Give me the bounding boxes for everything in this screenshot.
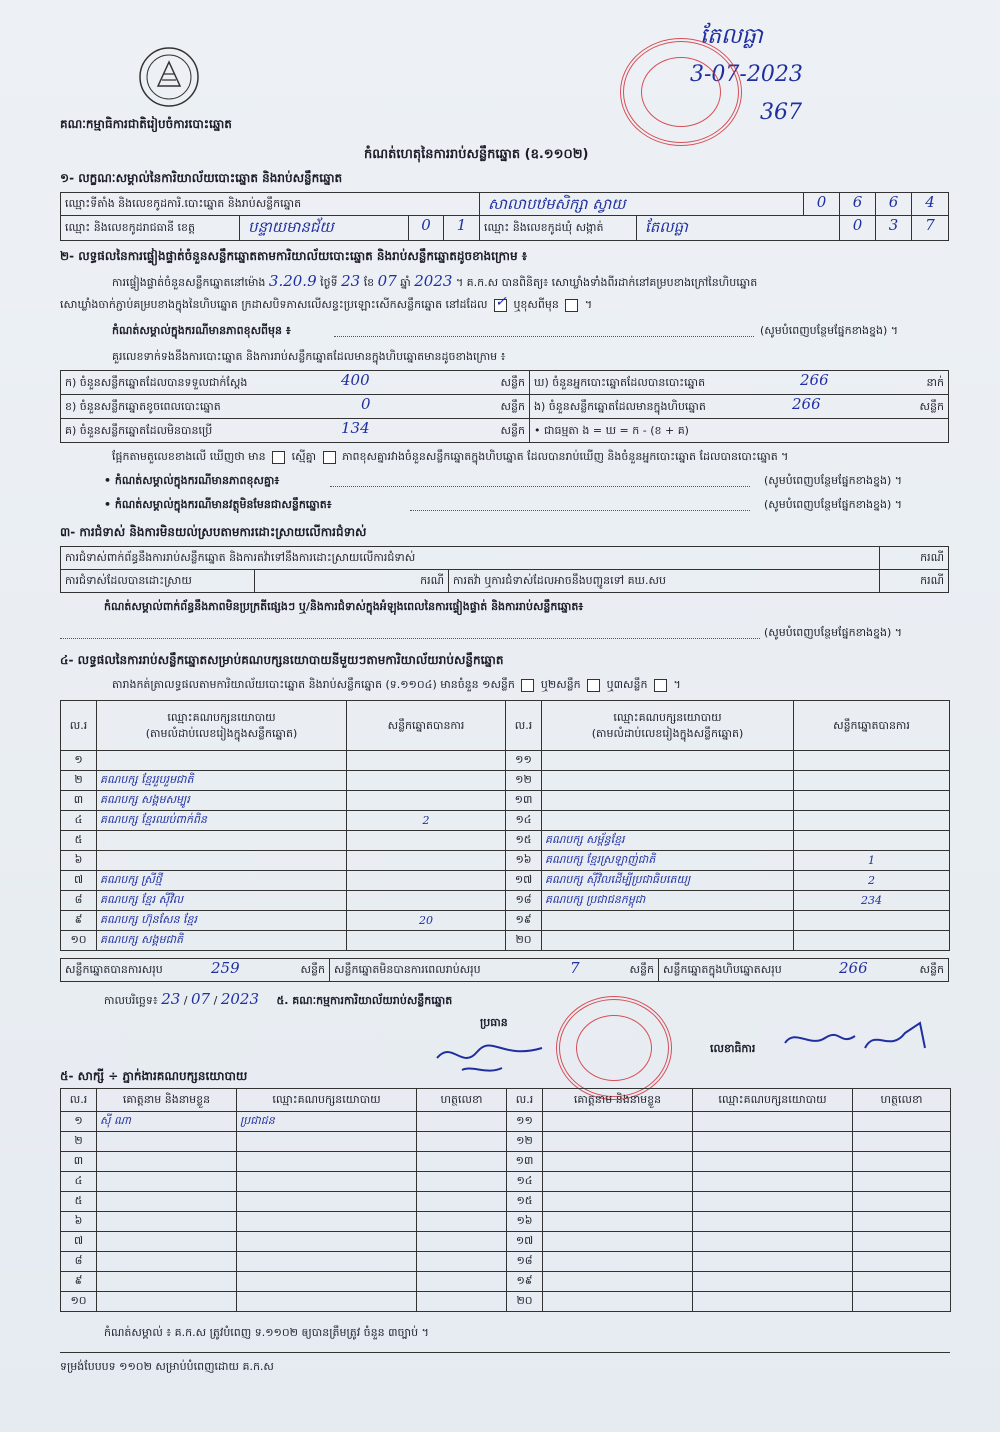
- votes-cell[interactable]: [347, 931, 506, 951]
- witness-party-cell[interactable]: [693, 1212, 853, 1232]
- total-in-box-cell: សន្លឹកឆ្នោតក្នុងហិបឆ្នោតសរុប 266 សន្លឹក: [658, 958, 949, 982]
- witness-sign-cell[interactable]: [853, 1252, 951, 1272]
- witness-name-cell[interactable]: [97, 1152, 237, 1172]
- party-name-cell[interactable]: គណបក្ស ស៊ីវិលដើម្បីប្រជាធិបតេយ្យ: [542, 871, 794, 891]
- section1-row2-label: ឈ្មោះ និងលេខកូដរាជធានី ខេត្ត: [60, 215, 240, 241]
- verification-day: 23: [341, 272, 361, 290]
- verification-line1: ការផ្ទៀងផ្ទាត់ចំនួនសន្លឹកឆ្នោតនៅម៉ោង 3.20.9 ថ្ងៃទី 23 ខែ 07 ឆ្នាំ 2023 ។ គ.ក.ស បានពិនិត្យ៖ សោឃ្លាំងទាំងពីរដាក់នៅគម្របខាងក្រៅនៃហិបឆ្នោត: [112, 272, 758, 290]
- witness-sign-cell[interactable]: [417, 1272, 507, 1292]
- row-ballots-in-box: ង) ចំនួនសន្លឹកឆ្នោតដែលមានក្នុងហិបឆ្នោត 266 សន្លឹក: [529, 394, 949, 419]
- table-row: [61, 1112, 951, 1132]
- commune-code-2: 3: [875, 215, 912, 241]
- party-name-cell[interactable]: [542, 811, 794, 831]
- party-name-cell[interactable]: គណបក្ស ខ្មែរ ស៊ីវិល: [97, 891, 347, 911]
- commune-code-1: 0: [839, 215, 876, 241]
- row-number: ១៥: [506, 831, 542, 851]
- row-number: ៨: [61, 1252, 97, 1272]
- spoiled-ballots-value: 0: [361, 395, 371, 413]
- witness-sign-cell[interactable]: [417, 1232, 507, 1252]
- three-sheets-checkbox[interactable]: [654, 679, 667, 692]
- row-number: ៤: [61, 811, 97, 831]
- party-name-cell[interactable]: [542, 931, 794, 951]
- form-note: ទម្រង់បែបបទ ១១០២ សម្រាប់បំពេញដោយ គ.ក.ស: [60, 1360, 274, 1373]
- party-name-cell[interactable]: គណបក្ស សង្គមជាតិ: [97, 931, 347, 951]
- row-number: ២០: [506, 931, 542, 951]
- secretary-label: លេខាធិការ: [710, 1042, 756, 1055]
- row-received-ballots: ក) ចំនួនសន្លឹកឆ្នោតដែលបានទទួលជាក់ស្ដែង 400 សន្លឹក: [60, 370, 530, 395]
- witness-sign-cell[interactable]: [853, 1272, 951, 1292]
- formula: • ជាធម្មតា ង = ឃ = ក - (ខ + គ): [529, 418, 949, 443]
- row-number: ២០: [507, 1292, 543, 1312]
- unused-ballots-value: 134: [341, 419, 370, 437]
- row-number: ១៣: [506, 791, 542, 811]
- row-number: ៨: [61, 891, 97, 911]
- table-row: [61, 931, 506, 951]
- section2-heading: ២- លទ្ធផលនៃការផ្ទៀងផ្ទាត់ចំនួនសន្លឹកឆ្នោតតាមការិយាល័យបោះឆ្នោត និងរាប់សន្លឹកឆ្នោតដូចខាងក្រោម ៖: [60, 249, 528, 263]
- row-number: ២: [61, 771, 97, 791]
- same-checkbox[interactable]: ✓: [494, 293, 507, 310]
- votes-cell[interactable]: [794, 931, 950, 951]
- official-stamp-bottom: [556, 996, 672, 1100]
- witness-party-cell[interactable]: [693, 1272, 853, 1292]
- col-party: ឈ្មោះគណបក្សនយោបាយ (តាមលំដាប់លេខរៀងក្នុងសន្លឹកឆ្នោត): [542, 701, 794, 751]
- section1-heading: ១- លក្ខណៈសម្គាល់នៃការិយាល័យបោះឆ្នោត និងរាប់សន្លឹកឆ្នោត: [60, 171, 343, 185]
- table-row: [61, 1212, 951, 1232]
- verification-line2: សោឃ្លាំងចាក់ភ្ជាប់គម្របខាងក្នុងនៃហិបឆ្នោត ក្រដាសបិទភាសលើសន្ទះប្រឡោះសើកសន្លឹកឆ្នោត នៅដដែល ✓ ឬខុសពីមុន ។: [60, 293, 593, 311]
- table-row: [61, 751, 506, 771]
- row-number: ១៦: [506, 851, 542, 871]
- has-difference-checkbox[interactable]: [272, 451, 285, 464]
- row-number: ៦: [61, 851, 97, 871]
- row-number: ២: [61, 1132, 97, 1152]
- station-code-3: 6: [875, 192, 912, 216]
- one-sheet-checkbox[interactable]: [521, 679, 534, 692]
- row-number: ៤: [61, 1172, 97, 1192]
- table-row: [506, 791, 950, 811]
- table-row: [61, 851, 506, 871]
- witness-party-cell[interactable]: [237, 1272, 417, 1292]
- witness-sign-cell[interactable]: [853, 1172, 951, 1192]
- table-row: [61, 1132, 951, 1152]
- votes-cell[interactable]: [794, 911, 950, 931]
- row-number: ១០: [61, 931, 97, 951]
- witness-name-cell[interactable]: [97, 1252, 237, 1272]
- witness-name-cell[interactable]: [543, 1132, 693, 1152]
- row-number: ៣: [61, 1152, 97, 1172]
- bullet-non-ballot: • កំណត់សម្គាល់ក្នុងករណីមានវត្ថុមិនមែនជាសន្លឹកឆ្នោត៖: [104, 498, 332, 511]
- bullet-difference-hint: (សូមបំពេញបន្ថែមផ្នែកខាងខ្នង) ។: [764, 474, 903, 487]
- party-name-cell[interactable]: គណបក្ស សង្គមសម្បូរ: [97, 791, 347, 811]
- two-sheets-checkbox[interactable]: [587, 679, 600, 692]
- difference-note-hint: (សូមបំពេញបន្ថែមផ្នែកខាងខ្នង) ។: [760, 324, 899, 337]
- committee-name: គណៈកម្មាធិការជាតិរៀបចំការបោះឆ្នោត: [60, 117, 232, 131]
- table-row: [506, 851, 950, 871]
- row-number: ១៦: [507, 1212, 543, 1232]
- total-in-box-value: 266: [839, 959, 868, 977]
- row-unused-ballots: គ) ចំនួនសន្លឹកឆ្នោតដែលមិនបានប្រើ 134 សន្លឹក: [60, 418, 530, 443]
- witness-party-cell[interactable]: [693, 1172, 853, 1192]
- row-number: ១៧: [506, 871, 542, 891]
- witness-name-cell[interactable]: [543, 1252, 693, 1272]
- sign-day: 23: [161, 990, 181, 1008]
- row-number: ១៤: [506, 811, 542, 831]
- row-number: ៧: [61, 1232, 97, 1252]
- witness-party-cell[interactable]: [237, 1192, 417, 1212]
- signing-committee: ៥. គណៈកម្មការការិយាល័យរាប់សន្លឹកឆ្នោត: [276, 994, 453, 1007]
- witness-col-sign: ហត្ថលេខា: [417, 1089, 507, 1112]
- party-name-cell[interactable]: គណបក្ស ខ្មែររួបរួមជាតិ: [97, 771, 347, 791]
- row-number: ១៥: [507, 1192, 543, 1212]
- ballots-in-box-value: 266: [792, 395, 821, 413]
- sign-month: 07: [191, 990, 211, 1008]
- witness-col-party: ឈ្មោះគណបក្សនយោបាយ: [693, 1089, 853, 1112]
- bullet-difference-line[interactable]: [330, 486, 750, 487]
- table-row: [61, 791, 506, 811]
- chair-label: ប្រធាន: [480, 1016, 508, 1029]
- irregularity-note-line[interactable]: [60, 638, 760, 639]
- witness-col-no: ល.រ: [61, 1089, 97, 1112]
- secretary-signature-icon: [780, 1018, 940, 1058]
- col-party: ឈ្មោះគណបក្សនយោបាយ (តាមលំដាប់លេខរៀងក្នុងសន្លឹកឆ្នោត): [97, 701, 347, 751]
- witness-name-cell[interactable]: [543, 1112, 693, 1132]
- votes-cell[interactable]: [794, 831, 950, 851]
- party-name-cell[interactable]: គណបក្ស សម្ព័ន្ធខ្មែរ: [542, 831, 794, 851]
- total-valid-value: 259: [211, 959, 240, 977]
- witness-party-cell[interactable]: ប្រជាជន: [237, 1112, 417, 1132]
- party-name-cell[interactable]: គណបក្ស ហ៊ុនសែន ខ្មែរ: [97, 911, 347, 931]
- party-name-cell[interactable]: [97, 851, 347, 871]
- votes-cell[interactable]: [347, 871, 506, 891]
- bullet-non-ballot-hint: (សូមបំពេញបន្ថែមផ្នែកខាងខ្នង) ។: [764, 498, 903, 511]
- sign-year: 2023: [220, 990, 259, 1008]
- row-spoiled-ballots: ខ) ចំនួនសន្លឹកឆ្នោតខូចពេលបោះឆ្នោត 0 សន្លឹក: [60, 394, 530, 419]
- votes-cell[interactable]: [347, 851, 506, 871]
- irregularity-note-hint: (សូមបំពេញបន្ថែមផ្នែកខាងខ្នង) ។: [764, 626, 903, 639]
- witness-party-cell[interactable]: [237, 1212, 417, 1232]
- votes-cell[interactable]: [347, 771, 506, 791]
- witness-party-cell[interactable]: [237, 1172, 417, 1192]
- table-row: [61, 891, 506, 911]
- witness-name-cell[interactable]: [543, 1152, 693, 1172]
- witness-sign-cell[interactable]: [417, 1132, 507, 1152]
- col-no: ល.រ: [506, 701, 542, 751]
- row-number: ១២: [506, 771, 542, 791]
- party-name-cell[interactable]: គណបក្ស ខ្មែរឈប់ពាក់ពិន: [97, 811, 347, 831]
- witness-name-cell[interactable]: [543, 1212, 693, 1232]
- polling-station-name: សាលាបឋមសិក្សា ស្វាយ: [479, 192, 804, 216]
- row-number: ១: [61, 751, 97, 771]
- province-name: បន្ទាយមានជ័យ: [239, 215, 409, 241]
- party-name-cell[interactable]: [542, 911, 794, 931]
- witness-name-cell[interactable]: [97, 1172, 237, 1192]
- row-number: ១៧: [507, 1232, 543, 1252]
- voters-count-value: 266: [800, 371, 829, 389]
- verification-time: 3.20.9: [268, 272, 317, 290]
- table-row: [61, 1232, 951, 1252]
- votes-cell[interactable]: [347, 831, 506, 851]
- party-name-cell[interactable]: [542, 751, 794, 771]
- witness-sign-cell[interactable]: [853, 1232, 951, 1252]
- witness-col-no: ល.រ: [507, 1089, 543, 1112]
- handwritten-commune: តែលធ្លា: [700, 24, 763, 49]
- province-code-1: 0: [408, 215, 444, 241]
- objection-forwarded-label: ការតវ៉ា ឬការជំទាស់ដែលអាចនឹងបញ្ជូនទៅ គឃ.សប: [448, 569, 880, 593]
- row-number: ១៩: [506, 911, 542, 931]
- table-row: [506, 931, 950, 951]
- votes-cell[interactable]: [347, 891, 506, 911]
- party-results-right-table: [505, 700, 950, 951]
- irregularity-note: កំណត់សម្គាល់ពាក់ព័ន្ធនឹងភាពមិនប្រក្រតីផ្សេងៗ ឬ/និងការជំទាស់ក្នុងអំឡុងពេលនៃការផ្ទៀងផ្ទាត់ និងការរាប់សន្លឹកឆ្នោត៖: [104, 600, 584, 613]
- handwritten-date: 3-07-2023: [690, 62, 803, 87]
- witness-party-cell[interactable]: [237, 1232, 417, 1252]
- row-number: ១៣: [507, 1152, 543, 1172]
- section5-heading: ៥- សាក្សី ÷ ភ្នាក់ងារគណបក្សនយោបាយ: [60, 1069, 248, 1083]
- party-name-cell[interactable]: [542, 791, 794, 811]
- table-row: [61, 1172, 951, 1192]
- verification-year: 2023: [414, 272, 453, 290]
- witness-sign-cell[interactable]: [417, 1192, 507, 1212]
- witness-sign-cell[interactable]: [853, 1132, 951, 1152]
- party-name-cell[interactable]: គណបក្ស ខ្មែរស្រឡាញ់ជាតិ: [542, 851, 794, 871]
- votes-cell[interactable]: 234: [794, 891, 950, 911]
- compare-line: ផ្អែកតាមតួលេខខាងលើ ឃើញថា មាន ស្មើគ្នា ភាពខុសគ្នារវាងចំនួនសន្លឹកឆ្នោតក្នុងហិបឆ្នោត ដែលបានរាប់ឃើញ និងចំនួនអ្នកបោះឆ្នោត ដែលបានបោះឆ្នោត ។: [112, 450, 789, 463]
- row-number: ១៨: [507, 1252, 543, 1272]
- votes-cell[interactable]: 1: [794, 851, 950, 871]
- objection-row1: ការជំទាស់ពាក់ព័ន្ធនឹងការរាប់សន្លឹកឆ្នោត និងការតវ៉ាទៅនឹងការដោះស្រាយលើការជំទាស់: [60, 546, 880, 570]
- witness-sign-cell[interactable]: [853, 1152, 951, 1172]
- table-row: [506, 811, 950, 831]
- row-number: ១១: [506, 751, 542, 771]
- witness-sign-cell[interactable]: [853, 1192, 951, 1212]
- different-checkbox[interactable]: [565, 299, 578, 312]
- witness-party-cell[interactable]: [693, 1292, 853, 1312]
- table-row: [61, 1272, 951, 1292]
- party-name-cell[interactable]: [542, 771, 794, 791]
- bullet-difference: • កំណត់សម្គាល់ក្នុងករណីមានភាពខុសគ្នា៖: [104, 474, 280, 487]
- row-number: ១៩: [507, 1272, 543, 1292]
- objection-resolved-case: ករណី: [254, 569, 449, 593]
- witness-party-cell[interactable]: [237, 1152, 417, 1172]
- witness-sign-cell[interactable]: [417, 1112, 507, 1132]
- witness-table: [60, 1088, 951, 1312]
- witness-party-cell[interactable]: [693, 1192, 853, 1212]
- table-row: [506, 871, 950, 891]
- table-row: [61, 831, 506, 851]
- row-number: ១៤: [507, 1172, 543, 1192]
- witness-col-name: គោត្តនាម និងនាមខ្លួន: [543, 1089, 693, 1112]
- row-number: ៥: [61, 1192, 97, 1212]
- table-row: [61, 871, 506, 891]
- province-code-2: 1: [443, 215, 480, 241]
- witness-party-cell[interactable]: [693, 1132, 853, 1152]
- witness-party-cell[interactable]: [237, 1132, 417, 1152]
- bullet-non-ballot-line[interactable]: [410, 510, 750, 511]
- station-code-1: 0: [803, 192, 840, 216]
- row-number: ១០: [61, 1292, 97, 1312]
- votes-cell[interactable]: [347, 791, 506, 811]
- witness-party-cell[interactable]: [693, 1112, 853, 1132]
- table-row: [61, 911, 506, 931]
- votes-cell[interactable]: 2: [347, 811, 506, 831]
- witness-col-party: ឈ្មោះគណបក្សនយោបាយ: [237, 1089, 417, 1112]
- objection-row1-case: ករណី: [879, 546, 949, 570]
- witness-party-cell[interactable]: [693, 1232, 853, 1252]
- row-number: ៩: [61, 1272, 97, 1292]
- witness-name-cell[interactable]: [97, 1192, 237, 1212]
- section4-heading: ៤- លទ្ធផលនៃការរាប់សន្លឹកឆ្នោតសម្រាប់គណបក្សនយោបាយនីមួយៗតាមការិយាល័យរាប់សន្លឹកឆ្នោត: [60, 653, 504, 667]
- row-number: ៩: [61, 911, 97, 931]
- witness-name-cell[interactable]: [543, 1192, 693, 1212]
- row-number: ៥: [61, 831, 97, 851]
- witness-party-cell[interactable]: [693, 1152, 853, 1172]
- witness-name-cell[interactable]: [543, 1172, 693, 1192]
- total-valid-cell: សន្លឹកឆ្នោតបានការសរុប 259 សន្លឹក: [60, 958, 330, 982]
- page-title: កំណត់ហេតុនៃការរាប់សន្លឹកឆ្នោត (ឧ.១១០២): [364, 147, 589, 162]
- table-row: [506, 751, 950, 771]
- table-row: [506, 911, 950, 931]
- witness-sign-cell[interactable]: [417, 1172, 507, 1192]
- witness-sign-cell[interactable]: [853, 1292, 951, 1312]
- row-number: ១២: [507, 1132, 543, 1152]
- table-row: [61, 1292, 951, 1312]
- section1-commune-label: ឈ្មោះ និងលេខកូដឃុំ សង្កាត់: [479, 215, 637, 241]
- party-results-left-table: [60, 700, 506, 951]
- table-row: [61, 1152, 951, 1172]
- commune-name: តែលធ្លា: [636, 215, 840, 241]
- col-no: ល.រ: [61, 701, 97, 751]
- official-stamp-top: [620, 38, 742, 146]
- party-name-cell[interactable]: [97, 751, 347, 771]
- row-number: ៧: [61, 871, 97, 891]
- row-number: ៣: [61, 791, 97, 811]
- witness-party-cell[interactable]: [237, 1252, 417, 1272]
- table-row: [506, 831, 950, 851]
- witness-name-cell[interactable]: [97, 1272, 237, 1292]
- section1-row1-label: ឈ្មោះទីតាំង និងលេខកូដការិ.បោះឆ្នោត និងរាប់សន្លឹកឆ្នោត: [60, 192, 480, 216]
- votes-cell[interactable]: [794, 771, 950, 791]
- witness-name-cell[interactable]: [543, 1232, 693, 1252]
- result-sheets-line: តារាងកត់ត្រាលទ្ធផលតាមការិយាល័យបោះឆ្នោត និងរាប់សន្លឹកឆ្នោត (ទ.១១០៤) មានចំនួន ១សន្លឹក ឬ២សន្លឹក ឬ៣សន្លឹក ។: [112, 678, 681, 691]
- objection-forwarded-case: ករណី: [879, 569, 949, 593]
- row-number: ១៨: [506, 891, 542, 911]
- station-code-2: 6: [839, 192, 876, 216]
- party-name-cell[interactable]: គណបក្ស ប្រជាជនកម្ពុជា: [542, 891, 794, 911]
- chair-signature-icon: [432, 1030, 552, 1080]
- row-number: ១១: [507, 1112, 543, 1132]
- received-ballots-value: 400: [341, 371, 370, 389]
- row-number: ៦: [61, 1212, 97, 1232]
- commune-code-3: 7: [911, 215, 949, 241]
- footnote: កំណត់សម្គាល់ ៖ គ.ក.ស ត្រូវបំពេញ ទ.១១០២ ឲ្យបានត្រឹមត្រូវ ចំនួន ៣ច្បាប់ ។: [104, 1326, 429, 1339]
- party-name-cell[interactable]: គណបក្ស ស្រីថ្មី: [97, 871, 347, 891]
- objection-resolved-label: ការជំទាស់ដែលបានដោះស្រាយ: [60, 569, 255, 593]
- votes-cell[interactable]: [794, 811, 950, 831]
- table-row: [61, 1192, 951, 1212]
- signature-date-line: កាលបរិច្ឆេទ៖ 23 / 07 / 2023 ៥. គណៈកម្មការការិយាល័យរាប់សន្លឹកឆ្នោត: [104, 990, 453, 1008]
- witness-name-cell[interactable]: [97, 1292, 237, 1312]
- verification-month: 07: [377, 272, 397, 290]
- nec-emblem-icon: [138, 46, 200, 108]
- table-row: [506, 771, 950, 791]
- row-number: ១: [61, 1112, 97, 1132]
- difference-note-label: កំណត់សម្គាល់ក្នុងករណីមានភាពខុសពីមុន ៖: [112, 324, 291, 337]
- witness-name-cell[interactable]: [543, 1292, 693, 1312]
- witness-name-cell[interactable]: [543, 1272, 693, 1292]
- station-code-4: 4: [911, 192, 949, 216]
- witness-sign-cell[interactable]: [417, 1212, 507, 1232]
- table-row: [61, 811, 506, 831]
- witness-sign-cell[interactable]: [853, 1212, 951, 1232]
- votes-cell[interactable]: 20: [347, 911, 506, 931]
- votes-cell[interactable]: 2: [794, 871, 950, 891]
- total-invalid-cell: សន្លឹកឆ្នោតមិនបានការពេលរាប់សរុប 7 សន្លឹក: [329, 958, 659, 982]
- votes-cell[interactable]: [794, 751, 950, 771]
- witness-sign-cell[interactable]: [417, 1292, 507, 1312]
- col-votes: សន្លឹកឆ្នោតបានការ: [347, 701, 506, 751]
- witness-sign-cell[interactable]: [417, 1252, 507, 1272]
- table-row: [61, 1252, 951, 1272]
- witness-party-cell[interactable]: [693, 1252, 853, 1272]
- equal-checkbox[interactable]: [323, 451, 336, 464]
- witness-col-name: គោត្តនាម និងនាមខ្លួន: [97, 1089, 237, 1112]
- difference-note-line[interactable]: [334, 336, 754, 337]
- figures-intro: គួរលេខទាក់ទងនឹងការបោះឆ្នោត និងការរាប់សន្លឹកឆ្នោតដែលមានក្នុងហិបឆ្នោតមានដូចខាងក្រោម ៖: [112, 350, 506, 363]
- table-row: [506, 891, 950, 911]
- total-invalid-value: 7: [570, 959, 580, 977]
- row-voters-count: ឃ) ចំនួនអ្នកបោះឆ្នោតដែលបានបោះឆ្នោត 266 នាក់: [529, 370, 949, 395]
- witness-col-sign: ហត្ថលេខា: [853, 1089, 951, 1112]
- col-votes: សន្លឹកឆ្នោតបានការ: [794, 701, 950, 751]
- witness-name-cell[interactable]: [97, 1232, 237, 1252]
- handwritten-code: 367: [760, 100, 802, 125]
- witness-name-cell[interactable]: [97, 1212, 237, 1232]
- votes-cell[interactable]: [794, 791, 950, 811]
- party-name-cell[interactable]: [97, 831, 347, 851]
- witness-name-cell[interactable]: [97, 1132, 237, 1152]
- witness-sign-cell[interactable]: [853, 1112, 951, 1132]
- votes-cell[interactable]: [347, 751, 506, 771]
- witness-name-cell[interactable]: ស៊ី ណា: [97, 1112, 237, 1132]
- witness-sign-cell[interactable]: [417, 1152, 507, 1172]
- witness-party-cell[interactable]: [237, 1292, 417, 1312]
- section3-heading: ៣- ការជំទាស់ និងការមិនយល់ស្របតាមការដោះស្រាយលើការជំទាស់: [60, 525, 367, 539]
- table-row: [61, 771, 506, 791]
